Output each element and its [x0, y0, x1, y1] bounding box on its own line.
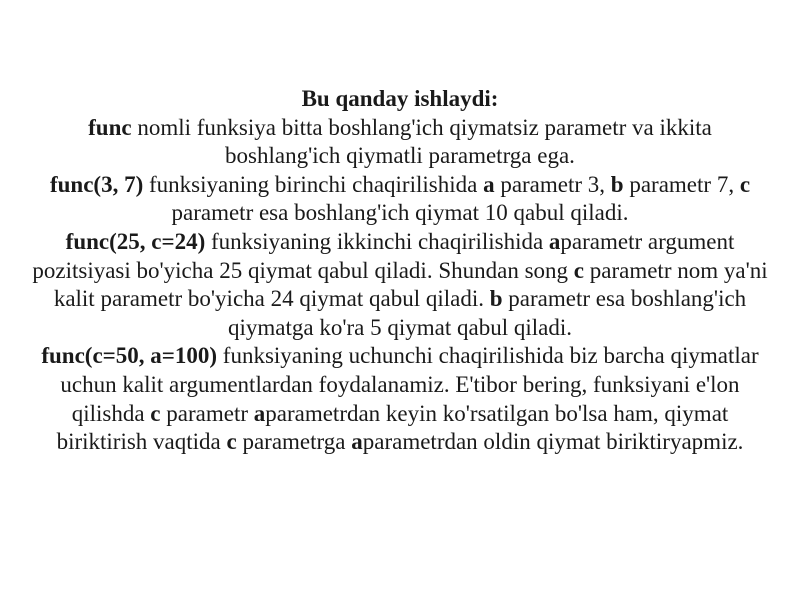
paragraph-1: [30, 114, 770, 171]
text: parametr 7,: [623, 171, 740, 197]
param-a: a: [548, 228, 561, 254]
text: parametr argument pozitsiyasi bo'yicha 25 qiymat qabul qiladi. Shundan song: [32, 228, 735, 283]
param-c: c: [739, 171, 751, 197]
code-call-2: func(25, c=24): [65, 228, 206, 254]
text: funksiyaning birinchi chaqirilishida: [143, 171, 484, 197]
text: nomli funksiya bitta boshlang'ich qiymatsiz parametr va ikkita boshlang'ich qiymatli parametrga ega.: [131, 114, 712, 169]
param-a: a: [253, 400, 266, 426]
text: funksiyaning ikkinchi chaqirilishida: [205, 228, 549, 254]
param-c: c: [150, 400, 161, 426]
param-c: c: [226, 429, 237, 455]
paragraph-3: [30, 228, 770, 342]
code-func: func: [88, 114, 132, 140]
heading: Bu qanday ishlaydi:: [301, 86, 499, 111]
text: parametr esa boshlang'ich qiymat 10 qabul qiladi.: [171, 200, 629, 226]
param-a: a: [351, 429, 363, 455]
code-call-1: func(3, 7): [49, 171, 144, 197]
paragraph-2: [30, 171, 770, 228]
text: parametrga: [236, 429, 352, 455]
param-a: a: [483, 171, 495, 197]
param-c: c: [573, 257, 584, 283]
text: parametrdan keyin ko'rsatilgan bo'lsa ham, qiymat biriktirish vaqtida: [56, 400, 729, 455]
text: funksiyaning uchunchi chaqirilishida biz barcha qiymatlar uchun kalit argumentlardan foydalanamiz. E'tibor bering, funksiyani e'lon qilishda: [60, 343, 759, 426]
text: parametr: [160, 400, 254, 426]
param-b: b: [610, 171, 624, 197]
paragraph-4: [30, 342, 770, 456]
text: parametrdan oldin qiymat biriktiryapmiz.: [362, 429, 744, 455]
text-block: [30, 85, 770, 457]
param-b: b: [489, 286, 503, 312]
code-call-3: func(c=50, a=100): [41, 343, 218, 369]
text: parametr nom ya'ni kalit parametr bo'yicha 24 qiymat qabul qiladi.: [53, 257, 768, 312]
text: parametr esa boshlang'ich qiymatga ko'ra 5 qiymat qabul qiladi.: [228, 286, 747, 340]
text: parametr 3,: [494, 171, 611, 197]
